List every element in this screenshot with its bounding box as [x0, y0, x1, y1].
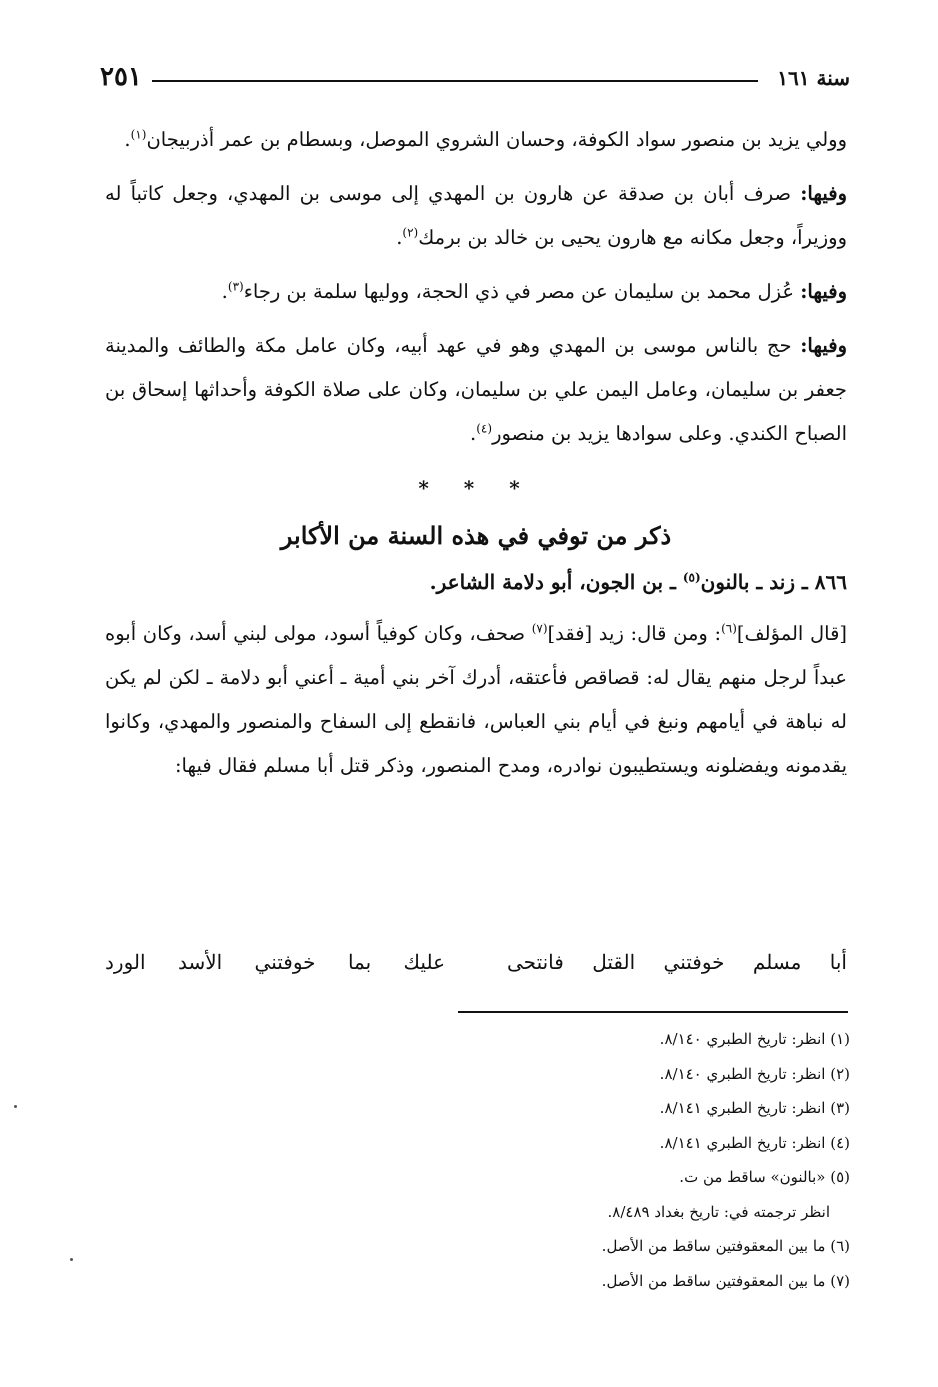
page-number: ٢٥١ — [100, 62, 142, 92]
footnote-ref: (٧) — [531, 621, 548, 636]
paragraph-2 — [105, 172, 847, 260]
paragraph-text: حج بالناس موسى بن المهدي وهو في عهد أبيه، وكان عامل مكة والطائف والمدينة جعفر بن سليمان، وعامل اليمن علي بن سليمان، وكان على صلاة الكوفة وأحداثها إسحاق بن الصباح الكندي. وعلى سوادها يزيد بن منصور — [105, 334, 847, 445]
paragraph-1 — [105, 118, 847, 162]
bio-text-part: صحف، وكان كوفياً أسود، مولى لبني أسد، وكان أبوه عبداً لرجل منهم يقال له: قصاقص فأعتقه، أدرك آخر بني أمية ـ أعني أبو دلامة ـ لكن لم يكن له نباهة في أيامهم ونبغ في أيام بني العباس، فانقطع إلى السفاح والمنصور والمهدي، وكانوا يقدمونه ويفضلونه ويستطيبون نوادره، ومدح المنصور، وذكر قتل أبا مسلم فقال فيها: — [105, 622, 847, 777]
paragraph-tail: . — [221, 280, 228, 303]
page-header — [100, 62, 850, 96]
paragraph-lead: وفيها: — [800, 334, 847, 357]
paragraph-text: وولي يزيد بن منصور سواد الكوفة، وحسان الشروي الموصل، وبسطام بن عمر أذربيجان — [146, 128, 847, 151]
paragraph-tail: . — [124, 128, 131, 151]
bio-title-part: ـ بن الجون، أبو دلامة الشاعر. — [429, 570, 683, 594]
paragraph-text: عُزل محمد بن سليمان عن مصر في ذي الحجة، ووليها سلمة بن رجاء — [243, 280, 801, 303]
footnote-ref: (٤) — [476, 421, 493, 436]
scan-speck — [70, 1258, 73, 1261]
bio-text-part: [قال المؤلف] — [736, 622, 848, 645]
footnote-ref: (٣) — [227, 279, 244, 294]
paragraph-lead: وفيها: — [800, 182, 847, 205]
scan-speck — [14, 1105, 17, 1108]
footnote: (٦) ما بين المعقوفتين ساقط من الأصل. — [601, 1237, 850, 1255]
footnote-ref: (١) — [130, 127, 147, 142]
verse-second-hemistich: عليك بما خوفتني الأسد الورد — [105, 950, 445, 974]
poem-verse — [105, 942, 847, 988]
paragraph-3 — [105, 270, 847, 314]
biography-text — [105, 612, 847, 788]
bio-text-part: : ومن قال: زيد [فقد] — [547, 622, 722, 645]
footnote: (٢) انظر: تاريخ الطبري ٨/١٤٠. — [659, 1064, 850, 1083]
footnote-ref: (٦) — [721, 621, 737, 636]
footnote-ref: (٢) — [402, 225, 419, 240]
bio-title-part: ٨٦٦ ـ زند ـ بالنون — [700, 570, 847, 594]
footnote-ref: (٥) — [682, 570, 701, 585]
paragraph-tail: . — [396, 226, 403, 249]
header-rule — [152, 80, 758, 82]
paragraph-tail: . — [470, 422, 477, 445]
biography-heading — [105, 560, 847, 604]
footnote-continuation: انظر ترجمته في: تاريخ بغداد ٨/٤٨٩. — [607, 1202, 830, 1221]
footnote: (٥) «بالنون» ساقط من ت. — [679, 1168, 850, 1186]
running-head-year: سنة ١٦١ — [777, 66, 850, 90]
section-separator: * * * — [418, 476, 534, 500]
footnote: (٣) انظر: تاريخ الطبري ٨/١٤١. — [659, 1099, 850, 1117]
main-text — [105, 118, 847, 798]
paragraph-text: صرف أبان بن صدقة عن هارون بن المهدي إلى موسى بن المهدي، وجعل كاتباً له ووزيراً، وجعل مكانه مع هارون يحيى بن خالد بن برمك — [105, 182, 847, 249]
footnote-rule — [458, 1011, 848, 1013]
footnote: (٤) انظر: تاريخ الطبري ٨/١٤١. — [659, 1133, 850, 1152]
section-title: ذكر من توفي في هذه السنة من الأكابر — [280, 521, 672, 550]
footnote: (٧) ما بين المعقوفتين ساقط من الأصل. — [601, 1271, 850, 1290]
paragraph-4 — [105, 324, 847, 456]
footnotes — [300, 1022, 850, 1298]
footnote: (١) انظر: تاريخ الطبري ٨/١٤٠. — [659, 1030, 850, 1048]
verse-first-hemistich: أبا مسلم خوفتني القتل فانتحى — [507, 950, 847, 974]
paragraph-lead: وفيها: — [800, 280, 847, 303]
